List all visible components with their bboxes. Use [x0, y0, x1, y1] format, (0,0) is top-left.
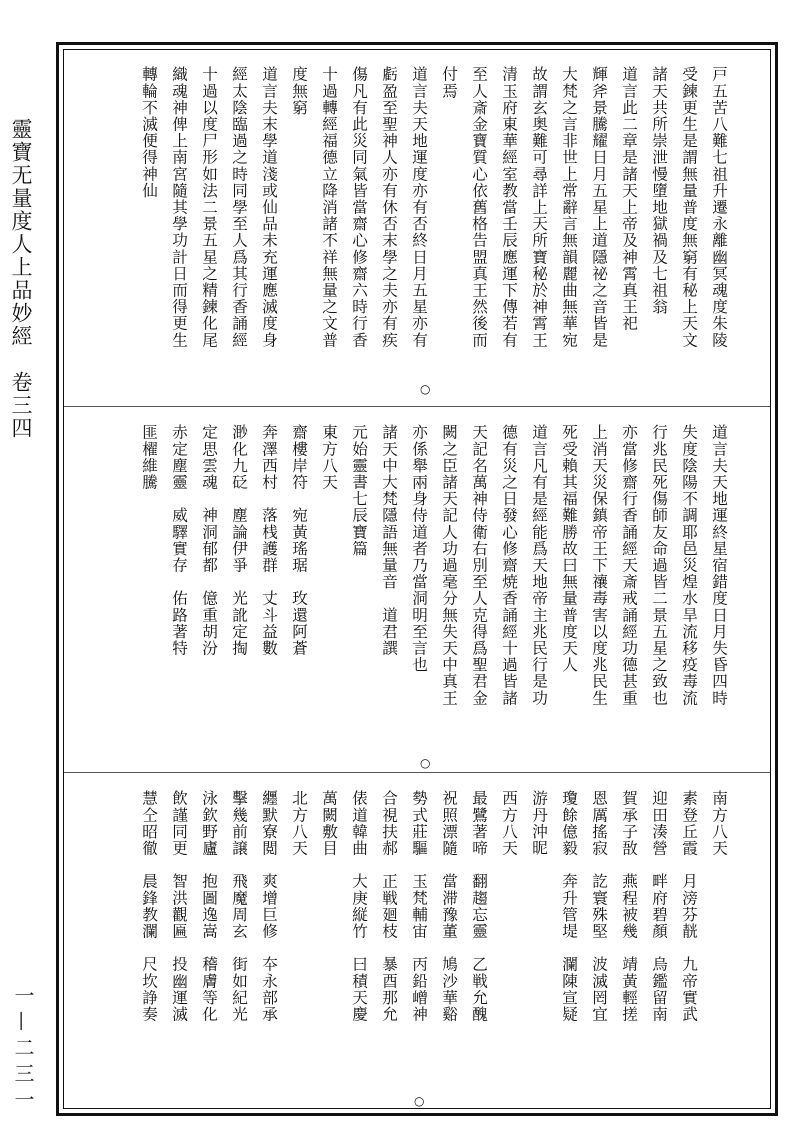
text-column: 轉輪不滅便得神仙 — [140, 66, 158, 199]
text-column: 傷凡有此災同氣皆當齋心修齋六時行香 — [350, 66, 368, 349]
text-column: 慧仝昭徹 晨鋒教瀾 尺坎諍奏 — [140, 790, 158, 1023]
text-column: 德有災之日發心修齋焼香誦經十過皆諸 — [500, 424, 518, 707]
text-column: 失度陰陽不調耶邑災煌水旱流移疫毒流 — [680, 424, 698, 707]
text-column: 度無窮 — [290, 66, 308, 116]
text-column: 故謂玄奥難可尋詳上天所寶秘於神霄王 — [530, 66, 548, 349]
text-column: 東方八天 — [320, 424, 338, 491]
text-column: 道言夫天地運度亦有否終日月五星亦有 — [410, 66, 428, 349]
text-column: 道言夫天地運終星宿錯度日月失昏四時 — [710, 424, 728, 707]
text-column: 最鷺著啼 翻趨忘靈 乙戦允醜 — [470, 790, 488, 1023]
text-column: 清玉府東華經室教當壬辰應運下傳若有 — [500, 66, 518, 349]
text-column: 元始靈書七辰寶篇 — [350, 424, 368, 557]
text-column: 南方八天 — [710, 790, 728, 857]
page-frame — [56, 42, 778, 1116]
text-column: 賀承子敔 燕程被幾 靖黃輕搓 — [620, 790, 638, 1023]
text-column: 擊幾前譲 飛魔周玄 街如紀光 — [230, 790, 248, 1023]
text-column: 至人斎金寶質心依舊格告盟真王然後而 — [470, 66, 488, 349]
text-column: 諸天共所崇泄慢墮地獄禍及七祖翁 — [650, 66, 668, 315]
panel-bottom-text — [134, 790, 734, 1022]
text-column: 萬闕敷目 — [320, 790, 338, 857]
text-column: 道言此二章是諸天上帝及神霄真王祀 — [620, 66, 638, 332]
text-column: 俵道韓曲 大庚縦竹 曰積天慶 — [350, 790, 368, 1023]
panel-top — [64, 50, 770, 400]
text-column: 道言凡有是經能爲天地帝主兆民行是功 — [530, 424, 548, 707]
text-column: 合視扶郝 正戦廻枝 暴酉那允 — [380, 790, 398, 1023]
text-column: 十過以度尸形如法二景五星之精鍊化尾 — [200, 66, 218, 349]
book-title: 靈寶无量度人上品妙經 卷三四 — [9, 118, 33, 440]
text-column: 大梵之言非世上常辭言無韻麗曲無華宛 — [560, 66, 578, 349]
text-column: 虧盈至聖神人亦有休否末學之夫亦有疾 — [380, 66, 398, 349]
page-frame-inner — [63, 49, 771, 1109]
text-column: 亦係舉兩身侍道者乃當洞明至言也 — [410, 424, 428, 673]
text-column: 定思雲魂 神洞郁都 億重胡汾 — [200, 424, 218, 657]
circle-mark: ○ — [420, 756, 431, 770]
text-column: 行兆民死傷師友命過皆二景五星之致也 — [650, 424, 668, 707]
text-column: 渺化九砭 塵論伊爭 光訛定掏 — [230, 424, 248, 657]
text-column: 齋樓岸符 宛黃瑤琚 玫還阿蒼 — [290, 424, 308, 657]
text-column: 瓊餘億毅 奔升管堤 瀾陳宣疑 — [560, 790, 578, 1023]
panel-middle — [64, 408, 770, 770]
text-column: 飲謹同更 智洪觀匾 投幽運滅 — [170, 790, 188, 1023]
panel-top-text — [134, 66, 734, 348]
text-column: 受鍊更生是謂無量普度無窮有秘上天文 — [680, 66, 698, 349]
text-column: 織魂神俾上南宮隨其學功計日而得更生 — [170, 66, 188, 349]
text-column: 游丹沖昵 — [530, 790, 548, 857]
text-column: 勢式莊驅 玉梵輔宙 丙鉛嶒神 — [410, 790, 428, 1023]
circle-mark: ○ — [420, 382, 431, 396]
text-column: 匪櫂維騰 — [140, 424, 158, 491]
text-column: 祝照漂隨 當滞豫董 鳩沙華谿 — [440, 790, 458, 1023]
text-column: 奔澤西村 落桟護群 丈斗益數 — [260, 424, 278, 657]
text-column: 道言夫末學道淺或仙品未充運應滅度身 — [260, 66, 278, 349]
panel-separator — [64, 406, 770, 407]
text-column: 纒默寮閲 爽增巨修 夲永部承 — [260, 790, 278, 1023]
text-column: 北方八天 — [290, 790, 308, 857]
page-number: 一—二三一 — [11, 985, 35, 1115]
text-column: 闕之臣諸天記人功過毫分無失天中真王 — [440, 424, 458, 707]
panel-separator — [64, 772, 770, 773]
text-column: 亦當修齋行香誦經天斎戒誦經功德甚重 — [620, 424, 638, 707]
text-column: 十過轉經福德立降消諸不祥無量之文普 — [320, 66, 338, 349]
text-column: 戸五苦八難七祖升遷永離幽冥魂度朱陵 — [710, 66, 728, 349]
circle-mark: ○ — [414, 1094, 425, 1108]
text-column: 天記名萬神侍衛右別至人克得爲聖君金 — [470, 424, 488, 707]
text-column: 西方八天 — [500, 790, 518, 857]
panel-middle-text — [134, 424, 734, 706]
text-column: 死受賴其福難勝故曰無量普度天人 — [560, 424, 578, 673]
text-column: 迎田湊營 畔府碧顏 烏鑑留南 — [650, 790, 668, 1023]
text-column: 上消天災保鎮帝王下禳毒害以度兆民生 — [590, 424, 608, 707]
text-column: 諸天中大梵隱語無量音 道君譔 — [380, 424, 398, 657]
text-column: 付焉 — [440, 66, 458, 100]
text-column: 輝斧景騰耀日月五星上道隱祕之音皆是 — [590, 66, 608, 349]
text-column: 經太陰臨過之時同學至人爲其行香誦經 — [230, 66, 248, 349]
panel-bottom — [64, 774, 770, 1114]
text-column: 赤定塵靈 威驛實存 佑路著特 — [170, 424, 188, 657]
text-column: 泳欽野廬 抱圖逸嵩 稽膚等化 — [200, 790, 218, 1023]
text-column: 素登丘霞 月滂芬靗 九帝實武 — [680, 790, 698, 1023]
text-column: 恩厲搖寂 訖寰殊堅 波滅罔宜 — [590, 790, 608, 1023]
